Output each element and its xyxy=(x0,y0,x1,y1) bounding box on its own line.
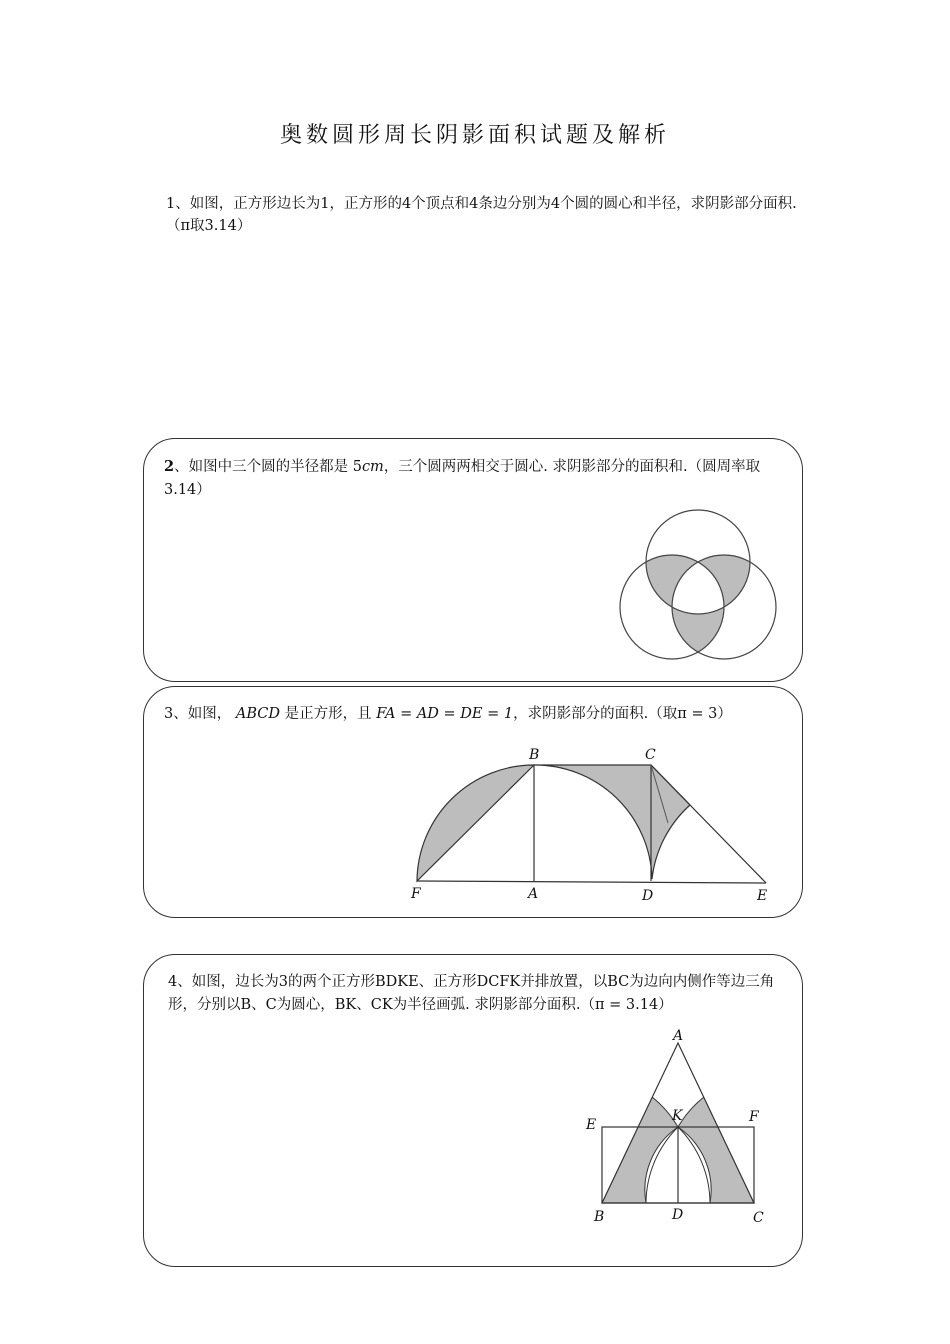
question-3-text xyxy=(164,703,784,726)
label-f: F xyxy=(411,886,421,902)
line-fe xyxy=(417,881,766,883)
question-3-text-b: 是正方形，且 xyxy=(284,706,372,722)
question-2-text xyxy=(164,455,784,502)
shaded-segment-left xyxy=(417,765,534,881)
question-3-text-a: 3、如图， xyxy=(164,706,232,722)
label-e: E xyxy=(586,1117,597,1133)
three-circles-figure xyxy=(614,505,784,665)
page-title: 奥数圆形周长阴影面积试题及解析 xyxy=(279,123,670,148)
label-b: B xyxy=(529,747,540,763)
label-d: D xyxy=(672,1207,684,1223)
question-3-box xyxy=(143,686,803,918)
square-name: ABCD xyxy=(235,706,280,722)
shaded-region-right xyxy=(534,765,690,879)
label-c: C xyxy=(753,1210,764,1226)
label-d: D xyxy=(642,888,654,904)
question-4-text: 4、如图，边长为3的两个正方形BDKE、正方形DCFK并排放置，以BC为边向内侧作等边三角形，分别以B、C为圆心，BK、CK为半径画弧. 求阴影部分面积.（π = 3.14） xyxy=(168,974,775,1013)
shaded-band-right xyxy=(678,1097,754,1203)
triangle-squares-figure xyxy=(582,1028,772,1233)
question-4-box xyxy=(143,954,803,1267)
label-c: C xyxy=(645,747,656,763)
square-arcs-figure xyxy=(404,743,774,908)
shaded-band-left xyxy=(602,1097,678,1203)
label-e: E xyxy=(757,888,768,904)
label-k: K xyxy=(672,1108,683,1124)
label-b: B xyxy=(594,1209,605,1225)
label-a: A xyxy=(528,886,539,902)
question-1-text: 1、如图，正方形边长为1，正方形的4个顶点和4条边分别为4个圆的圆心和半径，求阴影部分面积.（π取3.14） xyxy=(166,196,797,234)
question-2-unit: cm xyxy=(361,459,384,475)
question-2-text-b: ，三个圆两两相交于圆心. 求阴影部分的面积和.（圆周率取3.14） xyxy=(164,459,761,498)
question-3-text-c: ，求阴影部分的面积.（取π = 3） xyxy=(513,706,732,722)
question-3-equation: FA = AD = DE = 1 xyxy=(376,706,514,722)
label-a: A xyxy=(673,1028,684,1044)
question-2-number: 2 xyxy=(164,458,175,475)
question-2-box xyxy=(143,438,803,682)
question-2-text-a: 、如图中三个圆的半径都是 5 xyxy=(174,459,362,475)
label-f: F xyxy=(749,1109,759,1125)
